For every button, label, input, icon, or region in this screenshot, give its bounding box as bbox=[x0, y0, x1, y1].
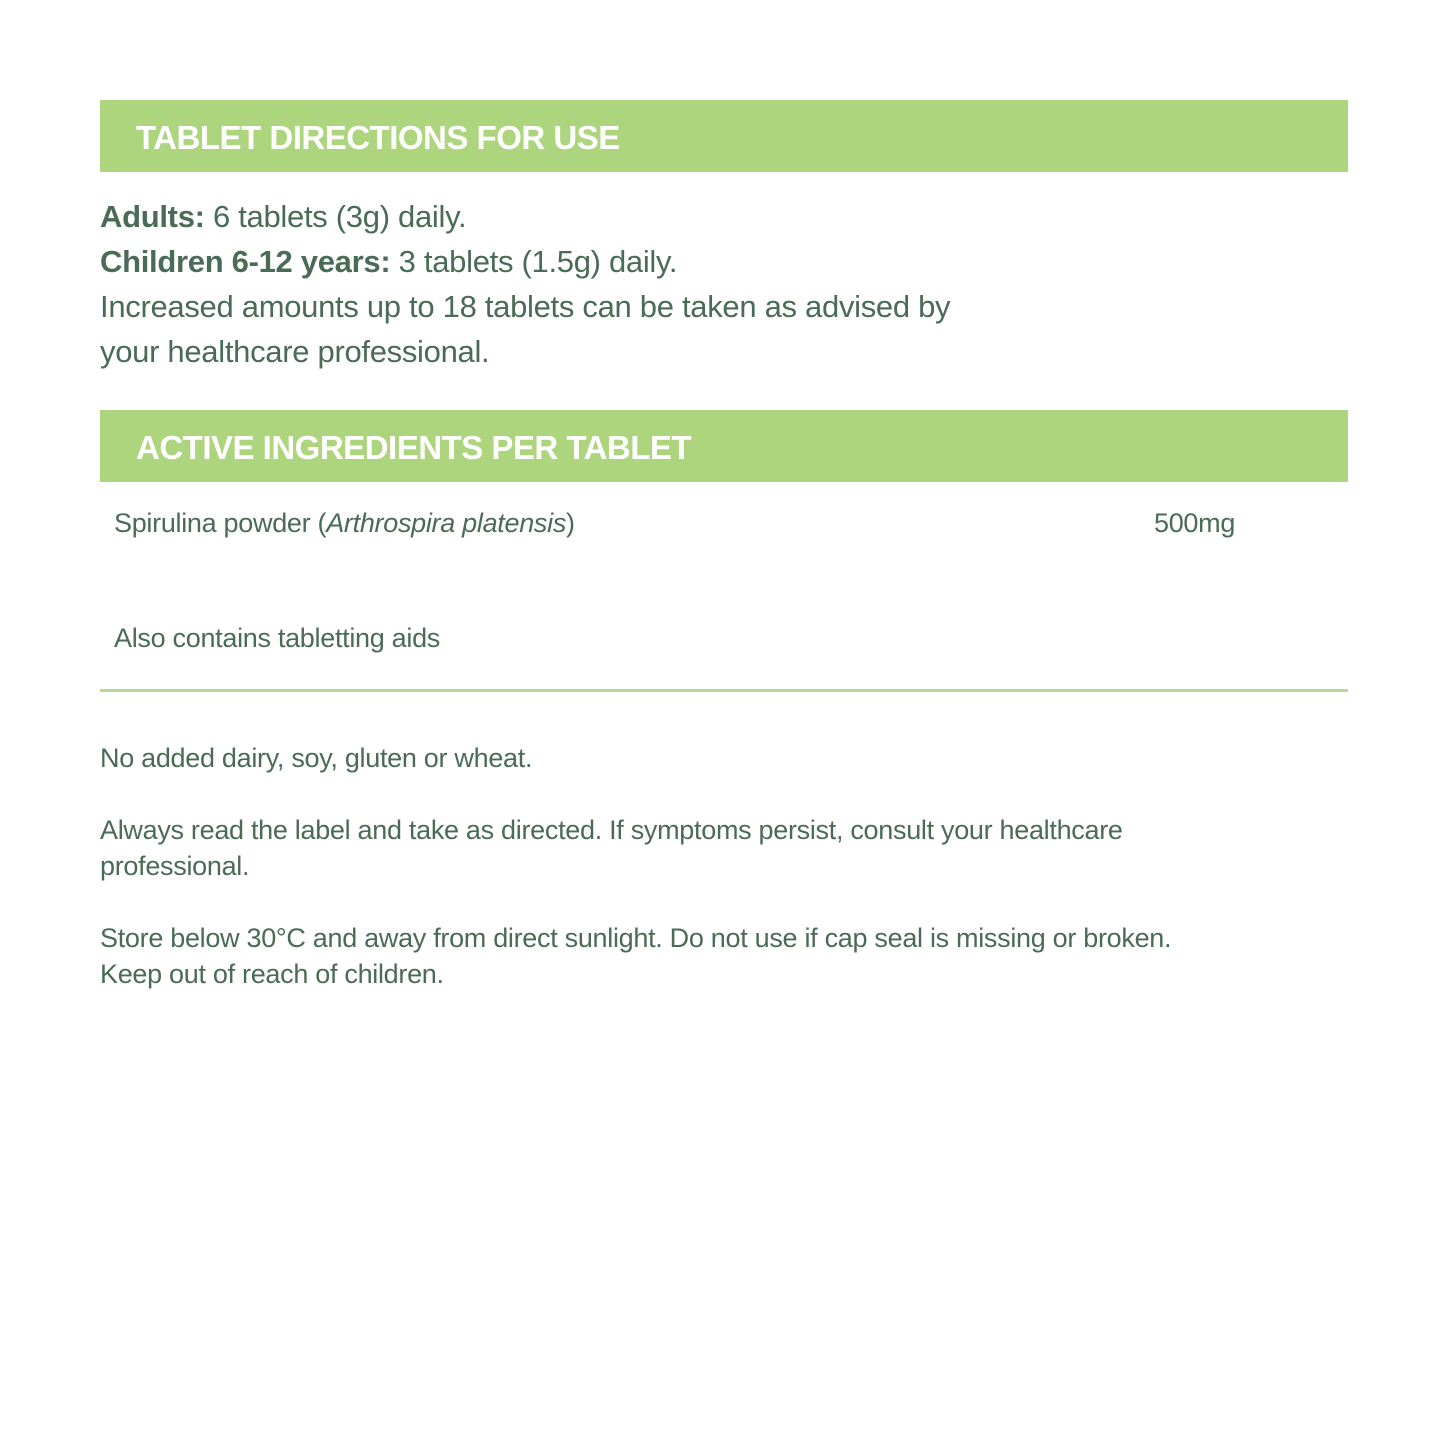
directions-header bbox=[100, 100, 1348, 172]
notes bbox=[100, 740, 1240, 1028]
ingredient-latin-name: Arthrospira platensis bbox=[326, 508, 567, 538]
also-contains: Also contains tabletting aids bbox=[114, 623, 441, 653]
usage-warning: Always read the label and take as directed. If symptoms persist, consult your healthcare professional. bbox=[100, 815, 1123, 881]
children-dosage bbox=[100, 239, 1200, 284]
ingredient-row bbox=[114, 503, 1314, 543]
divider bbox=[100, 689, 1348, 692]
ingredient-amount: 500mg bbox=[1154, 508, 1236, 538]
adults-label: Adults: bbox=[100, 199, 205, 234]
ingredients-header bbox=[100, 410, 1348, 482]
adults-text: 6 tablets (3g) daily. bbox=[204, 199, 467, 234]
ingredient-name-close: ) bbox=[566, 508, 575, 538]
increased-amounts-line1: Increased amounts up to 18 tablets can be taken as advised by bbox=[100, 289, 951, 324]
ingredients-heading: ACTIVE INGREDIENTS PER TABLET bbox=[136, 429, 692, 466]
children-text: 3 tablets (1.5g) daily. bbox=[390, 244, 678, 279]
ingredient-name: Spirulina powder ( bbox=[114, 508, 327, 538]
adults-dosage bbox=[100, 194, 1200, 239]
children-label: Children 6-12 years: bbox=[100, 244, 391, 279]
directions-body bbox=[100, 194, 1200, 374]
increased-amounts-line2: your healthcare professional. bbox=[100, 334, 490, 369]
storage-note: Store below 30°C and away from direct sunlight. Do not use if cap seal is missing or broken. Keep out of reach of children. bbox=[100, 923, 1172, 989]
directions-heading: TABLET DIRECTIONS FOR USE bbox=[136, 119, 620, 156]
allergen-note: No added dairy, soy, gluten or wheat. bbox=[100, 743, 533, 773]
